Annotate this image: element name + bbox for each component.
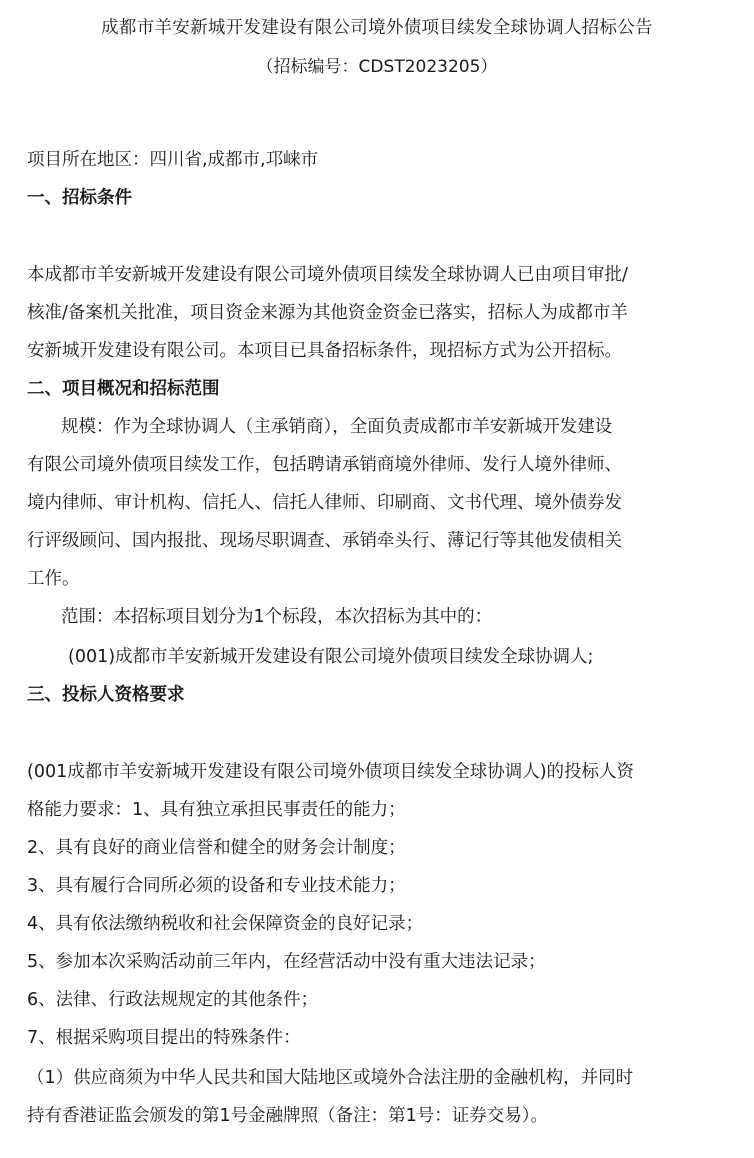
qualification-line: 4、具有依法缴纳税收和社会保障资金的良好记录； — [27, 914, 424, 934]
scale-paragraph-line: 工作。 — [27, 569, 80, 589]
qualification-line: (001成都市羊安新城开发建设有限公司境外债项目续发全球协调人)的投标人资 — [27, 762, 635, 782]
qualification-line: 格能力要求：1、具有独立承担民事责任的能力； — [27, 800, 406, 820]
section-2-heading: 二、项目概况和招标范围 — [27, 379, 220, 399]
section-1-paragraph-line: 本成都市羊安新城开发建设有限公司境外债项目续发全球协调人已由项目审批/ — [27, 265, 628, 285]
qualification-line: 3、具有履行合同所必须的设备和专业技术能力； — [27, 876, 406, 896]
lot-item: (001)成都市羊安新城开发建设有限公司境外债项目续发全球协调人; — [68, 647, 594, 667]
section-1-heading: 一、招标条件 — [27, 188, 132, 208]
section-1-paragraph-line: 核准/备案机关批准，项目资金来源为其他资金资金已落实，招标人为成都市羊 — [27, 303, 628, 323]
project-region: 项目所在地区：四川省,成都市,邛崃市 — [27, 150, 319, 170]
qualification-line: 6、法律、行政法规规定的其他条件； — [27, 990, 319, 1010]
section-3-heading: 三、投标人资格要求 — [27, 685, 185, 705]
scale-paragraph-line: 境内律师、审计机构、信托人、信托人律师、印刷商、文书代理、境外债券发 — [27, 493, 622, 513]
section-1-paragraph-line: 安新城开发建设有限公司。本项目已具备招标条件，现招标方式为公开招标。 — [27, 341, 622, 361]
qualification-line: 5、参加本次采购活动前三年内，在经营活动中没有重大违法记录； — [27, 952, 546, 972]
tender-number: （招标编号：CDST2023205） — [256, 57, 498, 77]
document-title: 成都市羊安新城开发建设有限公司境外债项目续发全球协调人招标公告 — [101, 18, 653, 38]
qualification-line: 7、根据采购项目提出的特殊条件： — [27, 1028, 301, 1048]
scale-paragraph-line: 有限公司境外债项目续发工作，包括聘请承销商境外律师、发行人境外律师、 — [27, 455, 622, 475]
qualification-line: 2、具有良好的商业信誉和健全的财务会计制度； — [27, 838, 406, 858]
scale-paragraph-line: 规模：作为全球协调人（主承销商），全面负责成都市羊安新城开发建设 — [61, 417, 613, 437]
special-condition-line: 持有香港证监会颁发的第1号金融牌照（备注：第1号：证券交易）。 — [27, 1106, 549, 1126]
scale-paragraph-line: 行评级顾问、国内报批、现场尽职调查、承销牵头行、薄记行等其他发债相关 — [27, 531, 622, 551]
special-condition-line: （1）供应商须为中华人民共和国大陆地区或境外合法注册的金融机构，并同时 — [27, 1068, 634, 1088]
range-paragraph: 范围：本招标项目划分为1个标段，本次招标为其中的： — [61, 607, 493, 627]
